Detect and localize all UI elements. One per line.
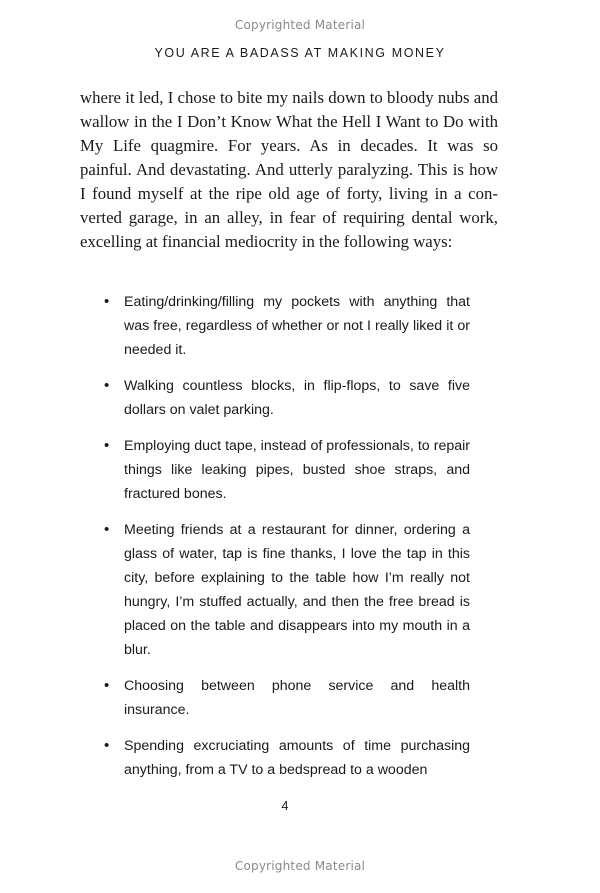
running-head: YOU ARE A BADASS AT MAKING MONEY [154,46,446,60]
copyright-watermark-bottom: Copyrighted Material [234,859,366,873]
list-item-text: Employing duct tape, instead of professionals, to repair things like leaking pipes, busted shoe straps, and fractured bones. [124,438,470,502]
bullet-list [104,290,470,794]
list-item [104,734,470,782]
bullet-marker: • [104,737,110,754]
list-item-text: Eating/drinking/filling my pockets with anything that was free, regardless of whether or not I really liked it or needed it. [124,294,470,358]
bullet-marker: • [104,437,110,454]
paragraph-text: where it led, I chose to bite my nails down to bloody nubs and wallow in the I Don’t Know What the Hell I Want to Do with My Life quagmire. For years. As in decades. It was so painful. And devastating. And utterly paralyzing. This is how I found myself at the ripe old age of forty, living in a converted garage, in an alley, in fear of requiring dental work, excelling at financial mediocrity in the following ways: [80,88,498,251]
list-item-text: Spending excruciating amounts of time purchasing anything, from a TV to a bedspread to a wooden [124,738,470,778]
copyright-watermark-top: Copyrighted Material [234,18,366,32]
list-item-text: Walking countless blocks, in flip-flops, to save five dollars on valet parking. [124,378,470,418]
list-item [104,674,470,722]
bullet-marker: • [104,377,110,394]
list-item [104,290,470,362]
list-item-text: Choosing between phone service and health insurance. [124,678,470,718]
list-item [104,374,470,422]
body-paragraph [80,86,498,254]
bullet-marker: • [104,293,110,310]
list-item [104,434,470,506]
list-item-text: Meeting friends at a restaurant for dinner, ordering a glass of water, tap is fine thanks, I love the tap in this city, before explaining to the table how I’m really not hungry, I’m stuffed actually, and then the free bread is placed on the table and disappears into my mouth in a blur. [124,522,470,658]
page-number: 4 [281,799,289,813]
bullet-marker: • [104,521,110,538]
bullet-marker: • [104,677,110,694]
list-item [104,518,470,662]
